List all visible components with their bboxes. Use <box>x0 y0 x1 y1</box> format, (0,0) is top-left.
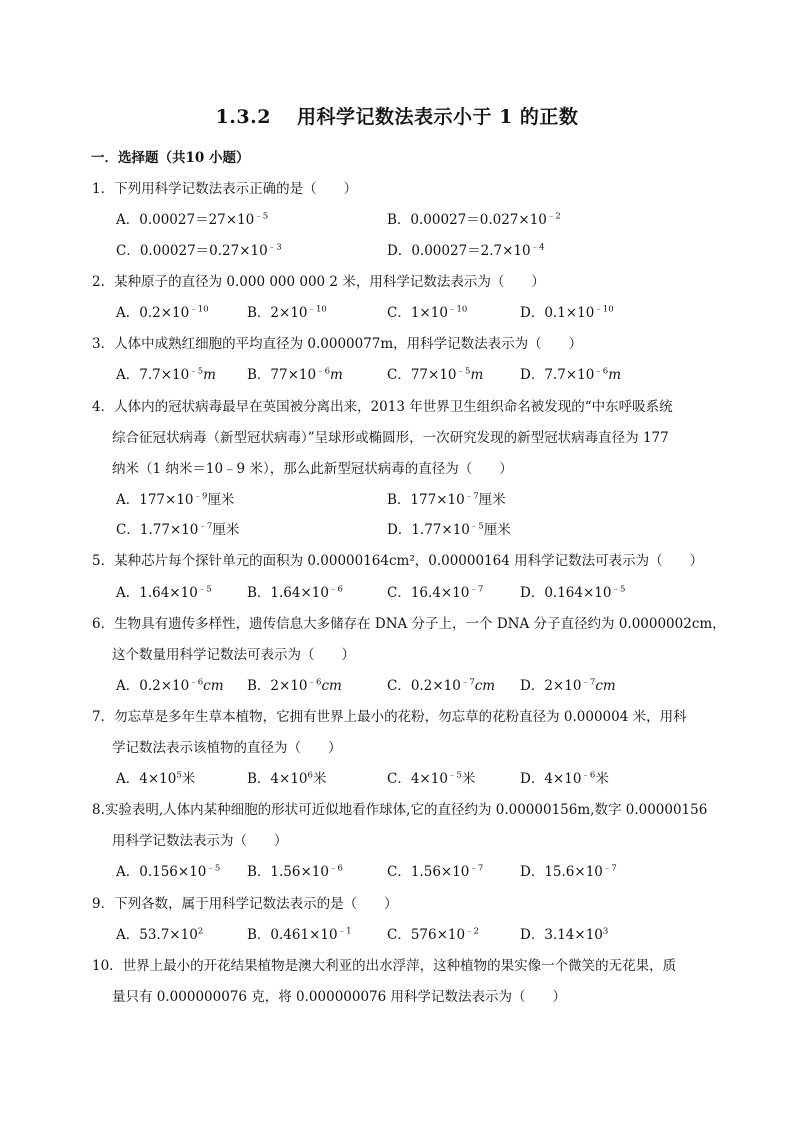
title-text: 用科学记数法表示小于 1 的正数 <box>296 106 579 128</box>
option-3d: D．$7.7\times 10^{﹣6}m$ <box>520 366 622 383</box>
section-heading: 一．选择题（共10 小题） <box>91 150 250 166</box>
option-6a: A．$0.2\times 10^{﹣6}cm$ <box>116 677 224 694</box>
question-4-line-2: 综合征冠状病毒（新型冠状病毒）”呈球形或椭圆形，一次研究发现的新型冠状病毒直径为 177 <box>112 430 669 446</box>
option-5c: C．$16.4\times 10^{﹣7}$ <box>387 584 484 601</box>
page-title <box>0 102 794 129</box>
option-4b: B．$177\times 10^{﹣7}$厘米 <box>387 491 506 508</box>
option-1a: A．$0.00027=27\times 10^{﹣5}$ <box>116 211 269 228</box>
option-8c: C．$1.56\times 10^{﹣7}$ <box>387 863 484 880</box>
question-5: 5．某种芯片每个探针单元的面积为 0.00000164cm²，0.00000164 用科学记数法可表示为（ ） <box>92 553 704 569</box>
option-6b: B．$2\times 10^{﹣6}cm$ <box>247 677 342 694</box>
option-7c: C．$4\times 10^{﹣5}$米 <box>387 770 476 787</box>
option-8d: D．$15.6\times 10^{﹣7}$ <box>520 863 617 880</box>
question-1: 1．下列用科学记数法表示正确的是（ ） <box>92 181 358 197</box>
option-2d: D．$0.1\times 10^{﹣10}$ <box>520 304 614 321</box>
question-9: 9．下列各数，属于用科学记数法表示的是（ ） <box>92 896 398 912</box>
option-4a: A．$177\times 10^{﹣9}$厘米 <box>116 491 235 508</box>
option-3c: C．$77\times 10^{﹣5}m$ <box>387 366 484 383</box>
question-7-line-2: 学记数法表示该植物的直径为（ ） <box>112 740 342 756</box>
option-8b: B．$1.56\times 10^{﹣6}$ <box>247 863 343 880</box>
option-9b: B．$0.461\times 10^{﹣1}$ <box>247 926 352 943</box>
option-6c: C．$0.2\times 10^{﹣7}cm$ <box>387 677 496 694</box>
question-4: 4．人体内的冠状病毒最早在英国被分离出来，2013 年世界卫生组织命名被发现的“中东呼吸系统 <box>92 399 673 415</box>
question-7: 7．勿忘草是多年生草本植物，它拥有世界上最小的花粉，勿忘草的花粉直径为 0.000004 米，用科 <box>92 709 687 725</box>
option-2c: C．$1\times 10^{﹣10}$ <box>387 304 468 321</box>
option-2a: A．$0.2\times 10^{﹣10}$ <box>116 304 209 321</box>
option-9a: A．$53.7\times 10^2$ <box>116 926 204 943</box>
option-7d: D．$4\times 10^{﹣6}$米 <box>520 770 609 787</box>
option-3a: A．$7.7\times 10^{﹣5}m$ <box>116 366 216 383</box>
title-code: 1.3.2 <box>215 106 271 128</box>
option-4d: D．$1.77\times 10^{﹣5}$厘米 <box>387 521 511 538</box>
question-8-line-2: 用科学记数法表示为（ ） <box>112 833 288 849</box>
question-6-line-2: 这个数量用科学记数法可表示为（ ） <box>112 647 355 663</box>
option-6d: D．$2\times 10^{﹣7}cm$ <box>520 677 616 694</box>
question-10: 10．世界上最小的开花结果植物是澳大利亚的出水浮萍，这种植物的果实像一个微笑的无花果，质 <box>92 958 677 974</box>
question-10-line-2: 量只有 0.000000076 克，将 0.000000076 用科学记数法表示为（ ） <box>112 989 567 1005</box>
option-3b: B．$77\times 10^{﹣6}m$ <box>247 366 343 383</box>
option-5a: A．$1.64\times 10^{﹣5}$ <box>116 584 212 601</box>
option-4c: C．$1.77\times 10^{﹣7}$厘米 <box>116 521 240 538</box>
question-8: 8.实验表明,人体内某种细胞的形状可近似地看作球体,它的直径约为 0.00000156m,数字 0.00000156 <box>92 802 708 818</box>
question-2: 2．某种原子的直径为 0.000 000 000 2 米，用科学记数法表示为（ ） <box>92 274 545 290</box>
option-1d: D．$0.00027=2.7\times 10^{﹣4}$ <box>387 242 545 259</box>
option-7a: A．$4\times 10^5$米 <box>116 770 196 787</box>
option-5d: D．$0.164\times 10^{﹣5}$ <box>520 584 626 601</box>
option-5b: B．$1.64\times 10^{﹣6}$ <box>247 584 343 601</box>
option-9c: C．$576\times 10^{﹣2}$ <box>387 926 480 943</box>
option-2b: B．$2\times 10^{﹣10}$ <box>247 304 327 321</box>
option-9d: D．$3.14\times 10^3$ <box>520 926 609 943</box>
option-8a: A．$0.156\times 10^{﹣5}$ <box>116 863 221 880</box>
option-1c: C．$0.00027=0.27\times 10^{﹣3}$ <box>116 242 282 259</box>
question-3: 3．人体中成熟红细胞的平均直径为 0.0000077m，用科学记数法表示为（ ） <box>92 336 583 352</box>
question-6: 6．生物具有遗传多样性，遗传信息大多储存在 DNA 分子上，一个 DNA 分子直径约为 0.0000002cm， <box>92 616 726 632</box>
option-1b: B．$0.00027=0.027\times 10^{﹣2}$ <box>387 211 561 228</box>
question-4-line-3: 纳米（1 纳米＝10﹣9 米），那么此新型冠状病毒的直径为（ ） <box>112 461 513 477</box>
option-7b: B．$4\times 10^6$米 <box>247 770 327 787</box>
